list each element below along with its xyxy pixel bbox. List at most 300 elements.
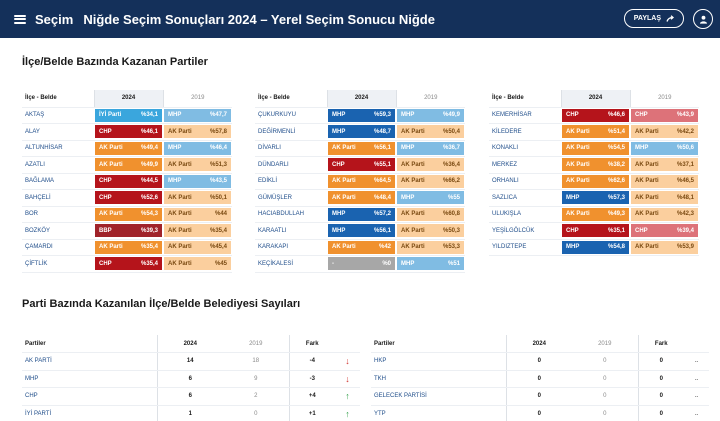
- district-table-header: [255, 90, 465, 107]
- result-2024-cell: [327, 223, 396, 240]
- district-row[interactable]: [489, 157, 699, 174]
- vote-share: %57,2: [373, 211, 391, 218]
- vote-share: %57,3: [607, 194, 625, 201]
- party-counts-table-right: [371, 335, 709, 421]
- district-row[interactable]: [255, 256, 465, 273]
- district-row[interactable]: [489, 239, 699, 256]
- district-row[interactable]: [255, 157, 465, 174]
- result-2024-cell: [561, 173, 630, 190]
- district-row[interactable]: [489, 190, 699, 207]
- result-2019-cell: [630, 206, 699, 223]
- party-name: AK Parti: [401, 128, 425, 135]
- district-row[interactable]: [489, 140, 699, 157]
- site-brand[interactable]: Seçim: [35, 11, 74, 27]
- result-2019-chip: [164, 191, 231, 204]
- arrow-down-icon: ↓: [335, 370, 360, 388]
- vote-share: %43,9: [676, 112, 694, 119]
- district-name[interactable]: ÇUKURKUYU: [255, 107, 327, 124]
- district-name[interactable]: ALTUNHİSAR: [22, 140, 94, 157]
- district-row[interactable]: [255, 239, 465, 256]
- result-2019-cell: [163, 190, 232, 207]
- district-name[interactable]: KEÇİKALESİ: [255, 256, 327, 273]
- district-name[interactable]: KARAATLI: [255, 223, 327, 240]
- result-2019-chip: [164, 208, 231, 221]
- party-name[interactable]: TKH: [371, 370, 506, 388]
- result-2024-cell: [94, 190, 163, 207]
- vote-share: %52,6: [140, 194, 158, 201]
- vote-share: %54,3: [140, 211, 158, 218]
- district-row[interactable]: [22, 173, 232, 190]
- vote-share: %49,9: [442, 112, 460, 119]
- vote-share: %45: [214, 260, 227, 267]
- party-name: MHP: [401, 145, 415, 152]
- party-name: AK Parti: [99, 211, 123, 218]
- result-2024-chip: [328, 175, 395, 188]
- party-name: AK Parti: [635, 194, 659, 201]
- party-counts-heading: Parti Bazında Kazanılan İlçe/Belde Belediyesi Sayıları: [22, 298, 301, 310]
- party-table-header: [371, 335, 709, 353]
- arrow-up-icon: ↑: [335, 405, 360, 421]
- result-2019-cell: [163, 206, 232, 223]
- result-2024-cell: [94, 140, 163, 157]
- no-change-icon: ..: [684, 388, 709, 406]
- result-2019-cell: [630, 239, 699, 256]
- district-table-1: [22, 90, 232, 273]
- party-name: AK Parti: [168, 194, 192, 201]
- count-2019: 0: [572, 370, 638, 388]
- district-row[interactable]: [489, 107, 699, 124]
- col-header-2019: 2019: [163, 90, 232, 107]
- vote-share: %35,4: [140, 244, 158, 251]
- district-name[interactable]: HACIABDULLAH: [255, 206, 327, 223]
- district-name[interactable]: BAHÇELİ: [22, 190, 94, 207]
- district-name[interactable]: KARAKAPI: [255, 239, 327, 256]
- count-2019: 0: [223, 405, 289, 421]
- district-name[interactable]: BOR: [22, 206, 94, 223]
- result-2024-chip: [328, 125, 395, 138]
- result-2024-cell: [561, 124, 630, 141]
- district-name[interactable]: AZATLI: [22, 157, 94, 174]
- party-name: MHP: [332, 227, 346, 234]
- result-2024-chip: [328, 158, 395, 171]
- col-header-party: Partiler: [371, 335, 506, 353]
- party-row[interactable]: [371, 405, 709, 421]
- party-name: CHP: [635, 227, 648, 234]
- vote-share: %53,9: [676, 244, 694, 251]
- no-change-icon: ..: [684, 405, 709, 421]
- party-name: AK Parti: [168, 227, 192, 234]
- vote-share: %42: [378, 244, 391, 251]
- district-name[interactable]: AKTAŞ: [22, 107, 94, 124]
- vote-share: %46,4: [209, 145, 227, 152]
- vote-share: %51,4: [607, 128, 625, 135]
- count-difference: 0: [638, 353, 684, 371]
- result-2019-cell: [396, 157, 465, 174]
- vote-share: %42,2: [676, 128, 694, 135]
- party-row[interactable]: [22, 370, 360, 388]
- no-change-icon: ..: [684, 353, 709, 371]
- party-name: CHP: [566, 112, 579, 119]
- vote-share: %46,1: [140, 128, 158, 135]
- result-2019-cell: [396, 206, 465, 223]
- party-name: CHP: [99, 260, 112, 267]
- col-header-district: İlçe - Belde: [489, 90, 561, 107]
- user-account-button[interactable]: [693, 9, 713, 29]
- party-name[interactable]: YTP: [371, 405, 506, 421]
- district-row[interactable]: [22, 256, 232, 273]
- result-2024-chip: [95, 241, 162, 254]
- col-header-fark: Fark: [638, 335, 684, 353]
- party-name: AK Parti: [401, 211, 425, 218]
- result-2024-chip: [328, 224, 395, 237]
- district-row[interactable]: [255, 140, 465, 157]
- result-2024-cell: [327, 107, 396, 124]
- vote-share: %36,4: [442, 161, 460, 168]
- party-name: MHP: [401, 194, 415, 201]
- vote-share: %51,3: [209, 161, 227, 168]
- party-name: AK Parti: [635, 244, 659, 251]
- vote-share: %62,6: [607, 178, 625, 185]
- result-2019-chip: [397, 224, 464, 237]
- vote-share: %59,3: [373, 112, 391, 119]
- district-name[interactable]: EDİKLİ: [255, 173, 327, 190]
- result-2024-cell: [94, 107, 163, 124]
- col-header-2024: 2024: [157, 335, 223, 353]
- district-winners-heading: İlçe/Belde Bazında Kazanan Partiler: [22, 56, 208, 68]
- district-name[interactable]: DÜNDARLI: [255, 157, 327, 174]
- district-row[interactable]: [255, 206, 465, 223]
- district-row[interactable]: [22, 107, 232, 124]
- result-2019-chip: [397, 142, 464, 155]
- result-2024-chip: [95, 142, 162, 155]
- district-name[interactable]: KONAKLI: [489, 140, 561, 157]
- result-2019-chip: [397, 175, 464, 188]
- party-name: AK Parti: [635, 161, 659, 168]
- party-name[interactable]: CHP: [22, 388, 157, 406]
- party-row[interactable]: [371, 370, 709, 388]
- result-2024-chip: [95, 257, 162, 270]
- vote-share: %48,1: [676, 194, 694, 201]
- party-name: İYİ Parti: [99, 112, 122, 119]
- count-difference: 0: [638, 370, 684, 388]
- result-2024-chip: [562, 125, 629, 138]
- party-name: AK Parti: [635, 211, 659, 218]
- result-2024-chip: [95, 125, 162, 138]
- count-2024: 0: [506, 388, 572, 406]
- result-2024-cell: [561, 140, 630, 157]
- district-name[interactable]: YILDIZTEPE: [489, 239, 561, 256]
- district-row[interactable]: [22, 157, 232, 174]
- district-name[interactable]: ULUKIŞLA: [489, 206, 561, 223]
- vote-share: %53,3: [442, 244, 460, 251]
- party-name: AK Parti: [99, 161, 123, 168]
- result-2019-chip: [631, 224, 698, 237]
- result-2019-chip: [397, 191, 464, 204]
- count-2019: 2: [223, 388, 289, 406]
- result-2024-chip: [562, 158, 629, 171]
- result-2019-chip: [164, 158, 231, 171]
- count-2019: 0: [572, 353, 638, 371]
- district-table-3: [489, 90, 699, 256]
- district-row[interactable]: [489, 206, 699, 223]
- share-label: PAYLAŞ: [633, 15, 661, 22]
- district-row[interactable]: [22, 124, 232, 141]
- vote-share: %0: [382, 260, 391, 267]
- vote-share: %45,4: [209, 244, 227, 251]
- result-2019-cell: [396, 140, 465, 157]
- district-row[interactable]: [22, 239, 232, 256]
- vote-share: %50,1: [209, 194, 227, 201]
- party-name: CHP: [99, 178, 112, 185]
- district-name[interactable]: ORHANLI: [489, 173, 561, 190]
- col-header-2019: 2019: [223, 335, 289, 353]
- result-2019-cell: [163, 107, 232, 124]
- result-2024-cell: [94, 256, 163, 273]
- district-table-2: [255, 90, 465, 273]
- result-2019-chip: [164, 125, 231, 138]
- party-name[interactable]: GELECEK PARTİSİ: [371, 388, 506, 406]
- col-header-fark: Fark: [289, 335, 335, 353]
- district-row[interactable]: [255, 223, 465, 240]
- result-2024-cell: [94, 206, 163, 223]
- party-name: MHP: [332, 211, 346, 218]
- vote-share: %39,4: [676, 227, 694, 234]
- result-2024-cell: [94, 239, 163, 256]
- party-name: MHP: [332, 112, 346, 119]
- result-2019-cell: [630, 157, 699, 174]
- district-row[interactable]: [255, 107, 465, 124]
- vote-share: %36,7: [442, 145, 460, 152]
- result-2024-cell: [327, 140, 396, 157]
- result-2019-chip: [397, 158, 464, 171]
- result-2024-cell: [94, 157, 163, 174]
- vote-share: %60,8: [442, 211, 460, 218]
- result-2024-chip: [95, 208, 162, 221]
- count-2024: 6: [157, 388, 223, 406]
- top-navigation-bar: [0, 0, 720, 38]
- district-name[interactable]: DEĞİRMENLİ: [255, 124, 327, 141]
- district-row[interactable]: [22, 190, 232, 207]
- result-2024-cell: [94, 124, 163, 141]
- result-2019-chip: [164, 257, 231, 270]
- result-2019-chip: [631, 109, 698, 122]
- district-name[interactable]: DİVARLI: [255, 140, 327, 157]
- party-name: AK Parti: [566, 128, 590, 135]
- district-name[interactable]: ÇAMARDI: [22, 239, 94, 256]
- vote-share: %56,1: [373, 145, 391, 152]
- district-row[interactable]: [22, 140, 232, 157]
- party-name[interactable]: İYİ PARTİ: [22, 405, 157, 421]
- vote-share: %50,4: [442, 128, 460, 135]
- result-2024-cell: [561, 239, 630, 256]
- vote-share: %55,1: [373, 161, 391, 168]
- vote-share: %38,2: [607, 161, 625, 168]
- party-table-header: [22, 335, 360, 353]
- col-header-2024: 2024: [94, 90, 163, 107]
- result-2024-cell: [327, 190, 396, 207]
- vote-share: %51: [447, 260, 460, 267]
- result-2024-chip: [95, 224, 162, 237]
- district-table-header: [489, 90, 699, 107]
- count-difference: 0: [638, 405, 684, 421]
- party-row[interactable]: [371, 353, 709, 371]
- result-2024-cell: [561, 190, 630, 207]
- vote-share: %49,3: [607, 211, 625, 218]
- result-2019-cell: [630, 173, 699, 190]
- result-2019-cell: [163, 173, 232, 190]
- district-name[interactable]: KİLEDERE: [489, 124, 561, 141]
- party-name[interactable]: MHP: [22, 370, 157, 388]
- hamburger-menu-icon[interactable]: [14, 15, 26, 24]
- result-2019-cell: [163, 124, 232, 141]
- district-name[interactable]: YEŞİLGÖLCÜK: [489, 223, 561, 240]
- party-name: AK Parti: [401, 227, 425, 234]
- party-name: MHP: [635, 145, 649, 152]
- vote-share: %66,2: [442, 178, 460, 185]
- district-name[interactable]: BAĞLAMA: [22, 173, 94, 190]
- result-2019-chip: [397, 241, 464, 254]
- party-name: MHP: [168, 178, 182, 185]
- district-row[interactable]: [255, 124, 465, 141]
- party-name: CHP: [566, 227, 579, 234]
- district-name[interactable]: GÜMÜŞLER: [255, 190, 327, 207]
- result-2024-cell: [561, 107, 630, 124]
- page-title: Niğde Seçim Sonuçları 2024 – Yerel Seçim Sonucu Niğde: [83, 11, 435, 27]
- party-name: MHP: [566, 194, 580, 201]
- count-2019: 9: [223, 370, 289, 388]
- party-name: AK Parti: [401, 178, 425, 185]
- result-2019-cell: [163, 140, 232, 157]
- district-row[interactable]: [255, 173, 465, 190]
- result-2024-chip: [328, 191, 395, 204]
- party-name[interactable]: AK PARTİ: [22, 353, 157, 371]
- result-2019-cell: [396, 223, 465, 240]
- party-name: AK Parti: [566, 211, 590, 218]
- district-row[interactable]: [255, 190, 465, 207]
- district-name[interactable]: BOZKÖY: [22, 223, 94, 240]
- party-row[interactable]: [371, 388, 709, 406]
- result-2019-chip: [631, 208, 698, 221]
- district-name[interactable]: ÇİFTLİK: [22, 256, 94, 273]
- vote-share: %64,5: [373, 178, 391, 185]
- party-name: AK Parti: [635, 128, 659, 135]
- col-header-2019: 2019: [572, 335, 638, 353]
- vote-share: %37,1: [676, 161, 694, 168]
- result-2024-chip: [562, 191, 629, 204]
- result-2024-chip: [562, 109, 629, 122]
- party-name: MHP: [401, 112, 415, 119]
- party-name: CHP: [99, 194, 112, 201]
- district-row[interactable]: [489, 223, 699, 240]
- party-name: AK Parti: [99, 244, 123, 251]
- district-row[interactable]: [22, 206, 232, 223]
- district-table-header: [22, 90, 232, 107]
- vote-share: %34,1: [140, 112, 158, 119]
- result-2019-chip: [397, 208, 464, 221]
- party-row[interactable]: [22, 405, 360, 421]
- result-2019-chip: [631, 191, 698, 204]
- result-2019-chip: [164, 224, 231, 237]
- result-2019-chip: [397, 109, 464, 122]
- count-2024: 0: [506, 370, 572, 388]
- vote-share: %49,4: [140, 145, 158, 152]
- result-2024-cell: [327, 124, 396, 141]
- party-name: MHP: [168, 112, 182, 119]
- party-name: AK Parti: [168, 128, 192, 135]
- result-2019-cell: [163, 239, 232, 256]
- result-2024-chip: [95, 158, 162, 171]
- party-row[interactable]: [22, 353, 360, 371]
- count-2019: 0: [572, 405, 638, 421]
- district-name[interactable]: SAZLICA: [489, 190, 561, 207]
- vote-share: %49,9: [140, 161, 158, 168]
- district-name[interactable]: KEMERHİSAR: [489, 107, 561, 124]
- result-2019-chip: [164, 175, 231, 188]
- vote-share: %56,1: [373, 227, 391, 234]
- result-2019-chip: [397, 257, 464, 270]
- vote-share: %47,7: [209, 112, 227, 119]
- share-button[interactable]: [624, 9, 684, 28]
- result-2024-chip: [328, 109, 395, 122]
- district-name[interactable]: MERKEZ: [489, 157, 561, 174]
- vote-share: %54,8: [607, 244, 625, 251]
- result-2024-cell: [561, 223, 630, 240]
- vote-share: %46,6: [607, 112, 625, 119]
- result-2019-chip: [631, 241, 698, 254]
- result-2019-chip: [164, 241, 231, 254]
- result-2019-cell: [630, 124, 699, 141]
- col-header-party: Partiler: [22, 335, 157, 353]
- result-2019-cell: [396, 107, 465, 124]
- party-name: MHP: [332, 128, 346, 135]
- district-row[interactable]: [489, 173, 699, 190]
- party-name: AK Parti: [401, 244, 425, 251]
- result-2024-cell: [327, 173, 396, 190]
- count-difference: -4: [289, 353, 335, 371]
- result-2019-chip: [631, 142, 698, 155]
- result-2024-cell: [94, 223, 163, 240]
- result-2019-cell: [630, 223, 699, 240]
- result-2024-cell: [561, 157, 630, 174]
- result-2019-chip: [631, 175, 698, 188]
- result-2024-chip: [328, 142, 395, 155]
- district-name[interactable]: ALAY: [22, 124, 94, 141]
- party-name: AK Parti: [168, 260, 192, 267]
- result-2024-chip: [328, 257, 395, 270]
- party-row[interactable]: [22, 388, 360, 406]
- result-2019-cell: [630, 140, 699, 157]
- party-name: -: [332, 260, 334, 267]
- count-2024: 0: [506, 353, 572, 371]
- party-name: AK Parti: [566, 178, 590, 185]
- vote-share: %42,3: [676, 211, 694, 218]
- count-2024: 14: [157, 353, 223, 371]
- count-2019: 0: [572, 388, 638, 406]
- party-name: MHP: [566, 244, 580, 251]
- result-2019-chip: [164, 109, 231, 122]
- party-name: AK Parti: [99, 145, 123, 152]
- result-2019-chip: [397, 125, 464, 138]
- district-row[interactable]: [22, 223, 232, 240]
- district-row[interactable]: [489, 124, 699, 141]
- party-name: AK Parti: [332, 178, 356, 185]
- result-2019-cell: [396, 124, 465, 141]
- vote-share: %44,5: [140, 178, 158, 185]
- party-name[interactable]: HKP: [371, 353, 506, 371]
- vote-share: %50,6: [676, 145, 694, 152]
- result-2019-chip: [631, 125, 698, 138]
- result-2024-chip: [328, 241, 395, 254]
